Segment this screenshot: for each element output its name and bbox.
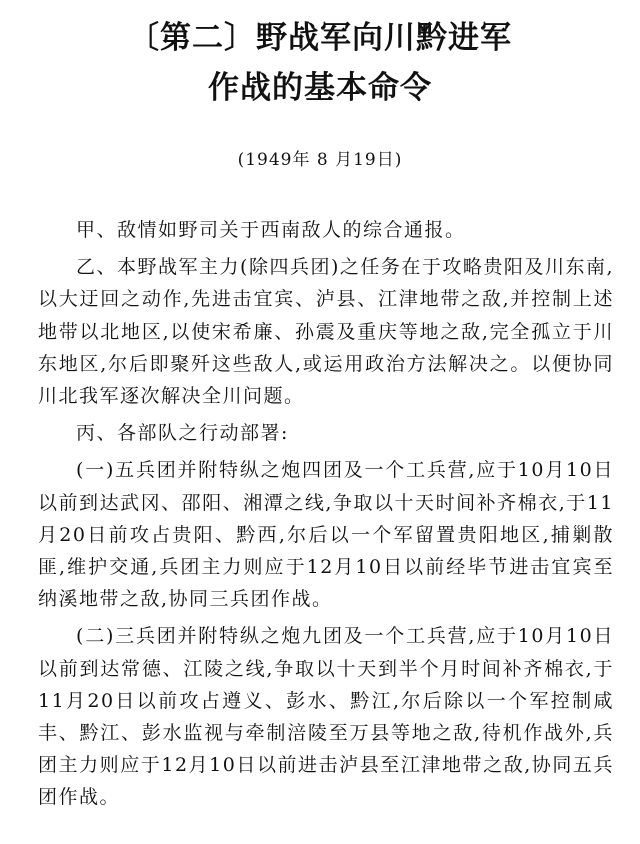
paragraph-bing-item-1: (一)五兵团并附特纵之炮四团及一个工兵营,应于10月10日以前到达武冈、邵阳、湘潭之线,争取以十天时间补齐棉衣,于11月20日前攻占贵阳、黔西,尔后以一个军留置贵阳地区,捕剿散匪,维护交通,兵团主力则应于12月10日以前经毕节进击宜宾至纳溪地带之敌,协同三兵团作战。 [38, 459, 614, 611]
document-date: (1949年 8 月19日) [237, 150, 403, 170]
paragraph-jia: 甲、敌情如野司关于西南敌人的综合通报。 [76, 219, 466, 241]
title-line-2: 作战的基本命令 [208, 70, 432, 106]
paragraph-bing-item-2: (二)三兵团并附特纵之炮九团及一个工兵营,应于10月10日以前到达常德、江陵之线,争取以十天到半个月时间补齐棉衣,于11月20日以前攻占遵义、彭水、黔江,尔后除以一个军控制咸丰、黔江、彭水监视与牵制涪陵至万县等地之敌,待机作战外,兵团主力则应于12月10日以前进击泸县至江津地带之敌,协同五兵团作战。 [38, 625, 614, 809]
document-body [38, 214, 614, 814]
title-line-1: 〔第二〕野战军向川黔进军 [128, 20, 512, 56]
paragraph-bing: 丙、各部队之行动部署: [76, 422, 289, 445]
paragraph-yi: 乙、本野战军主力(除四兵团)之任务在于攻略贵阳及川东南,以大迂回之动作,先进击宜宾、泸县、江津地带之敌,并控制上述地带以北地区,以使宋希廉、孙震及重庆等地之敌,完全孤立于川东地区,尔后即聚歼这些敌人,或运用政治方法解决之。以便协同川北我军逐次解决全川问题。 [38, 256, 614, 408]
